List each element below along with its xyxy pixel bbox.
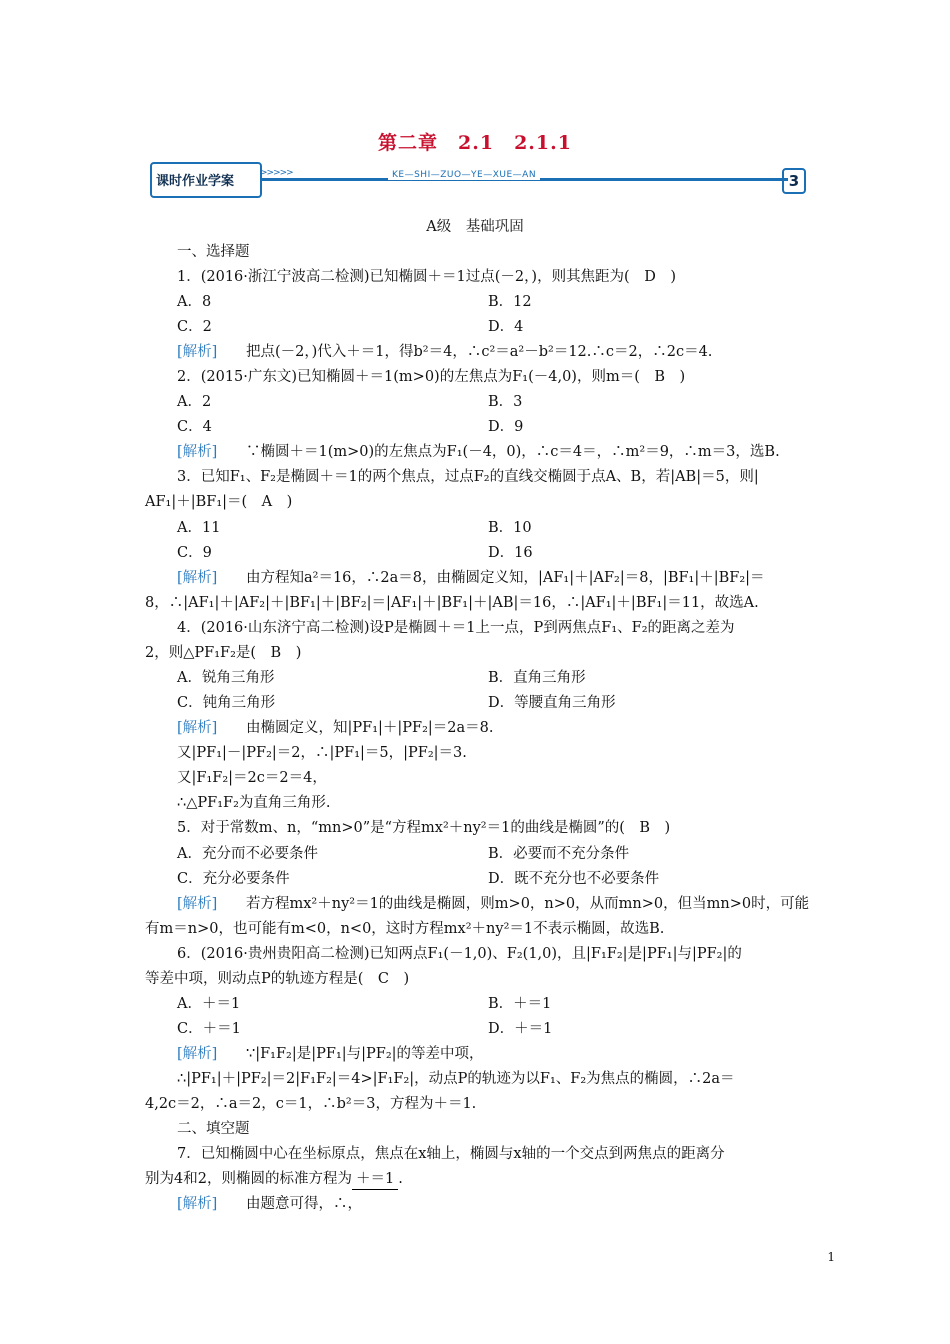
question-line: 6．(2016·贵州贵阳高二检测)已知两点F₁(－1,0)、F₂(1,0)，且|F₁F₂|是|PF₁|与|PF₂|的 <box>177 946 742 962</box>
page-number: 1 <box>827 1250 835 1264</box>
option-d: D．4 <box>488 319 524 335</box>
option-a: A．锐角三角形 <box>177 670 275 686</box>
option-b: B．＋＝1 <box>488 996 552 1012</box>
option-b: B．必要而不充分条件 <box>488 846 630 862</box>
analysis-text: 又|PF₁|－|PF₂|＝2，∴|PF₁|＝5，|PF₂|＝3. <box>177 745 467 761</box>
option-c: C．充分必要条件 <box>177 871 290 887</box>
analysis-text: ∴△PF₁F₂为直角三角形. <box>177 795 331 811</box>
question-line: 2．(2015·广东文)已知椭圆＋＝1(m>0)的左焦点为F₁(－4,0)，则m＝( B ) <box>177 369 686 385</box>
banner-number: 3 <box>782 168 806 194</box>
option-d: D．既不充分也不必要条件 <box>488 871 660 887</box>
analysis-text: 有m＝n>0，也可能有m<0，n<0，这时方程mx²＋ny²＝1不表示椭圆，故选B. <box>145 921 665 937</box>
option-b: B．直角三角形 <box>488 670 586 686</box>
option-a: A．8 <box>177 294 212 310</box>
option-c: C．4 <box>177 419 212 435</box>
question-line <box>145 1169 403 1190</box>
analysis-label: [解析] <box>177 444 218 460</box>
option-b: B．12 <box>488 294 532 310</box>
answer-blank: ＋＝1 <box>352 1169 398 1190</box>
analysis-text: 4,2c＝2，∴a＝2，c＝1，∴b²＝3，方程为＋＝1. <box>145 1096 477 1112</box>
section-heading: 二、填空题 <box>177 1121 250 1137</box>
analysis-label: [解析] <box>177 344 218 360</box>
option-c: C．9 <box>177 545 212 561</box>
analysis-text: 由方程知a²＝16，∴2a＝8，由椭圆定义知，|AF₁|＋|AF₂|＝8，|BF₁|＋|BF₂|＝ <box>246 570 765 586</box>
question-line: 1．(2016·浙江宁波高二检测)已知椭圆＋＝1过点(－2，)，则其焦距为( D ) <box>177 269 677 285</box>
question-line: 4．(2016·山东济宁高二检测)设P是椭圆＋＝1上一点，P到两焦点F₁、F₂的距离之差为 <box>177 620 735 636</box>
banner-tag <box>150 162 262 198</box>
question-line: 5．对于常数m、n，“mn>0”是“方程mx²＋ny²＝1的曲线是椭圆”的( B ) <box>177 820 671 836</box>
analysis-text: 若方程mx²＋ny²＝1的曲线是椭圆，则m>0，n>0，从而mn>0，但当mn>0时，可能 <box>246 896 810 912</box>
banner-label: 课时作业学案 <box>156 174 235 189</box>
analysis-text: ∵椭圆＋＝1(m>0)的左焦点为F₁(－4，0)，∴c＝4＝，∴m²＝9，∴m＝3，选B. <box>246 444 780 460</box>
analysis-label: [解析] <box>177 570 218 586</box>
analysis-text: 由题意可得，∴， <box>246 1196 362 1212</box>
banner-pinyin: KE—SHI—ZUO—YE—XUE—AN <box>388 170 540 180</box>
analysis-label: [解析] <box>177 896 218 912</box>
option-a: A．＋＝1 <box>177 996 241 1012</box>
question-line: AF₁|＋|BF₁|＝( A ) <box>145 494 293 510</box>
analysis-text: ∵|F₁F₂|是|PF₁|与|PF₂|的等差中项， <box>246 1046 484 1062</box>
option-c: C．2 <box>177 319 212 335</box>
section-heading: 一、选择题 <box>177 244 250 260</box>
period: . <box>398 1171 403 1187</box>
level-heading: A级 基础巩固 <box>426 219 524 235</box>
option-b: B．3 <box>488 394 523 410</box>
question-line: 7．已知椭圆中心在坐标原点，焦点在x轴上，椭圆与x轴的一个交点到两焦点的距离分 <box>177 1146 725 1162</box>
analysis-text: 又|F₁F₂|＝2c＝2＝4， <box>177 770 327 786</box>
option-d: D．16 <box>488 545 533 561</box>
option-c: C．钝角三角形 <box>177 695 276 711</box>
question-text: 别为4和2，则椭圆的标准方程为 <box>145 1171 352 1187</box>
option-d: D．等腰直角三角形 <box>488 695 616 711</box>
option-d: D．9 <box>488 419 524 435</box>
analysis-text: 由椭圆定义，知|PF₁|＋|PF₂|＝2a＝8. <box>246 720 494 736</box>
analysis-label: [解析] <box>177 720 218 736</box>
banner-arrows: >>>>> <box>260 168 293 178</box>
analysis-label: [解析] <box>177 1196 218 1212</box>
analysis-text: ∴|PF₁|＋|PF₂|＝2|F₁F₂|＝4>|F₁F₂|，动点P的轨迹为以F₁、F₂为焦点的椭圆，∴2a＝ <box>177 1071 735 1087</box>
option-a: A．11 <box>177 520 221 536</box>
analysis-text: 8，∴|AF₁|＋|AF₂|＋|BF₁|＋|BF₂|＝|AF₁|＋|BF₁|＋|AB|＝16，∴|AF₁|＋|BF₁|＝11，故选A. <box>145 595 759 611</box>
option-b: B．10 <box>488 520 532 536</box>
analysis-label: [解析] <box>177 1046 218 1062</box>
question-line: 等差中项，则动点P的轨迹方程是( C ) <box>145 971 410 987</box>
homework-banner <box>148 160 808 196</box>
option-a: A．充分而不必要条件 <box>177 846 318 862</box>
option-a: A．2 <box>177 394 212 410</box>
chapter-title: 第二章 2.1 2.1.1 <box>378 132 572 154</box>
analysis-text: 把点(－2，)代入＋＝1，得b²＝4，∴c²＝a²－b²＝12.∴c＝2，∴2c＝4. <box>246 344 713 360</box>
question-line: 2，则△PF₁F₂是( B ) <box>145 645 302 661</box>
question-line: 3．已知F₁、F₂是椭圆＋＝1的两个焦点，过点F₂的直线交椭圆于点A、B，若|AB|＝5，则| <box>177 469 759 485</box>
option-c: C．＋＝1 <box>177 1021 241 1037</box>
option-d: D．＋＝1 <box>488 1021 553 1037</box>
